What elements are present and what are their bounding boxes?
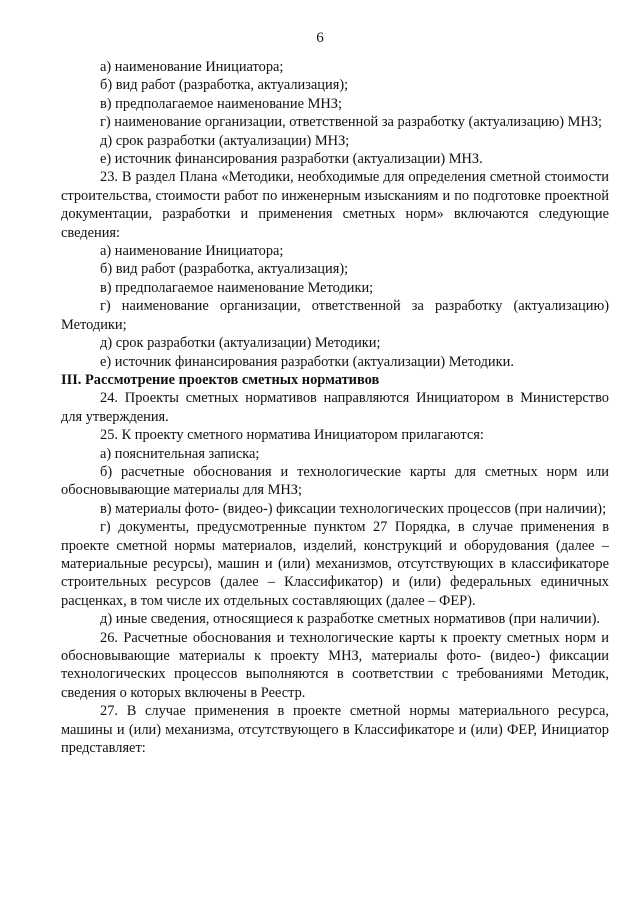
list-item: е) источник финансирования разработки (актуализации) Методики. <box>100 353 514 370</box>
list-item: б) расчетные обоснования и технологические карты для сметных норм или обосновывающие материалы для МНЗ; <box>61 463 609 499</box>
page-number: 6 <box>316 30 324 46</box>
list-item: а) наименование Инициатора; <box>100 59 284 75</box>
section-heading: III. Рассмотрение проектов сметных нормативов <box>61 371 380 388</box>
list-item: г) наименование организации, ответственной за разработку (актуализацию) МНЗ; <box>100 114 603 131</box>
list-item: в) предполагаемое наименование Методики; <box>100 279 374 296</box>
paragraph-26: 26. Расчетные обоснования и технологические карты к проекту сметных норм и обосновывающие материалы к проекту МНЗ, материалы фото- (видео-) фиксации технологических процессов выполняются в соответствии с требованиями Методик, сведения о которых включены в Реестр. <box>61 629 609 701</box>
paragraph-24: 24. Проекты сметных нормативов направляются Инициатором в Министерство для утверждения. <box>61 390 609 425</box>
list-item: в) предполагаемое наименование МНЗ; <box>100 95 342 112</box>
list-item: г) документы, предусмотренные пунктом 27 Порядка, в случае применения в проекте сметной нормы материалов, изделий, конструкций и оборудования (далее – материальные ресурсы), машин и (или) механизмов, отсутствующих в классификаторе строительных ресурсов (далее – Классификатор) и (или) федеральных единичных расценках, в том числе их отдельных составляющих (далее – ФЕР). <box>61 519 609 609</box>
list-item: д) срок разработки (актуализации) Методики; <box>100 335 381 352</box>
paragraph-25: 25. К проекту сметного норматива Инициатором прилагаются: <box>100 427 484 444</box>
list-item: е) источник финансирования разработки (актуализации) МНЗ. <box>100 151 483 168</box>
list-item: а) пояснительная записка; <box>100 445 260 462</box>
document-body <box>61 58 609 757</box>
paragraph-23: 23. В раздел Плана «Методики, необходимые для определения сметной стоимости строительства, стоимости работ по инженерным изысканиям и по подготовке проектной документации, разработки и применения сметных норм» включаются следующие сведения: <box>61 169 609 241</box>
list-item: б) вид работ (разработка, актуализация); <box>100 261 349 278</box>
list-item: в) материалы фото- (видео-) фиксации технологических процессов (при наличии); <box>100 500 607 517</box>
list-item: а) наименование Инициатора; <box>100 243 284 260</box>
list-item: д) иные сведения, относящиеся к разработке сметных нормативов (при наличии). <box>100 611 600 628</box>
paragraph-27: 27. В случае применения в проекте сметной нормы материального ресурса, машины и (или) механизма, отсутствующего в Классификаторе и (или) ФЕР, Инициатор представляет: <box>61 703 609 757</box>
list-item: г) наименование организации, ответственной за разработку (актуализацию) Методики; <box>61 298 609 333</box>
list-item: б) вид работ (разработка, актуализация); <box>100 77 349 94</box>
list-item: д) срок разработки (актуализации) МНЗ; <box>100 132 350 149</box>
